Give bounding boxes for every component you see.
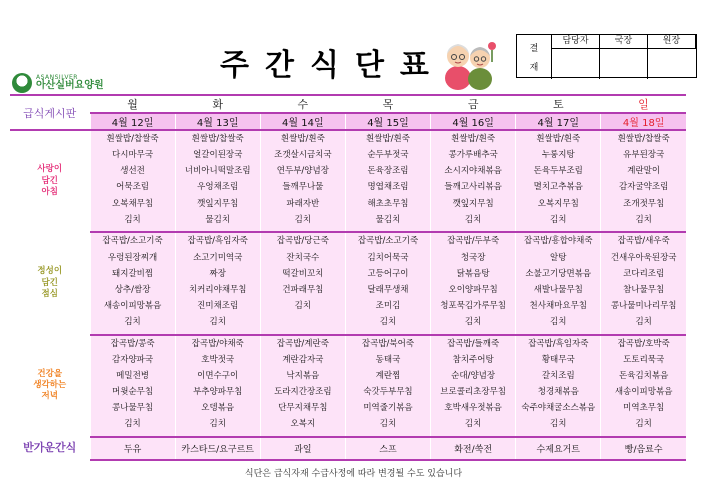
page-title: 주간식단표 <box>220 48 445 83</box>
menu-item: 김치 <box>516 212 601 228</box>
lunch-label-line: 담긴 <box>41 277 58 288</box>
day-header-sunday: 일 <box>601 95 686 113</box>
menu-item: 오복채무침 <box>90 196 175 212</box>
menu-item <box>260 314 345 330</box>
menu-item: 조갯살시금치국 <box>260 147 345 163</box>
menu-item: 돈육장조림 <box>345 163 430 179</box>
menu-item: 천사채마요무침 <box>516 298 601 314</box>
menu-item: 상추/쌈장 <box>90 282 175 298</box>
menu-item: 김치 <box>431 212 516 228</box>
menu-item: 잔치국수 <box>260 250 345 266</box>
menu-item: 숙주야채굴소스볶음 <box>516 400 601 416</box>
menu-item: 잡곡밥/당근죽 <box>260 232 345 249</box>
breakfast-row <box>10 147 686 163</box>
lunch-label-line: 정성이 <box>37 266 63 277</box>
menu-item: 황태무국 <box>516 352 601 368</box>
menu-item: 참나물무침 <box>601 282 686 298</box>
menu-item: 콩나물무침 <box>90 400 175 416</box>
menu-item: 부추양파무침 <box>175 384 260 400</box>
lunch-row <box>10 232 686 249</box>
menu-item: 김치 <box>90 212 175 228</box>
day-header: 화 <box>175 95 260 113</box>
menu-item: 깻잎지무침 <box>431 196 516 212</box>
menu-item: 김치 <box>516 314 601 330</box>
menu-item: 동태국 <box>345 352 430 368</box>
snack-label: 반가운간식 <box>10 437 90 460</box>
breakfast-label-line: 사랑이 <box>37 164 63 175</box>
menu-item: 도라지간장조림 <box>260 384 345 400</box>
approval-box <box>516 34 697 78</box>
menu-item: 김치 <box>431 314 516 330</box>
menu-item: 김치 <box>345 416 430 432</box>
menu-item: 김치 <box>601 416 686 432</box>
menu-item: 새송이피망볶음 <box>601 384 686 400</box>
menu-item: 흰쌀밥/흰죽 <box>516 130 601 147</box>
menu-item: 잡곡밥/흑임자죽 <box>175 232 260 249</box>
menu-item: 잡곡밥/흑임자죽 <box>516 335 601 352</box>
menu-item: 청경채볶음 <box>516 384 601 400</box>
menu-item: 흰쌀밥/흰죽 <box>345 130 430 147</box>
date-header: 4월 14일 <box>260 113 345 130</box>
org-name-en: ASANSILVER <box>36 74 78 81</box>
menu-item: 메밀전병 <box>90 368 175 384</box>
menu-item: 김치 <box>90 416 175 432</box>
menu-item: 소고기미역국 <box>175 250 260 266</box>
menu-item: 계란감자국 <box>260 352 345 368</box>
day-header: 목 <box>345 95 430 113</box>
footnote: 식단은 급식자재 수급사정에 따라 변경될 수도 있습니다 <box>244 469 463 479</box>
menu-item: 달래무생채 <box>345 282 430 298</box>
menu-item: 호박새우젓볶음 <box>431 400 516 416</box>
menu-item: 잡곡밥/들깨죽 <box>431 335 516 352</box>
menu-item: 잡곡밥/새우죽 <box>601 232 686 249</box>
menu-item: 김치 <box>431 416 516 432</box>
day-header: 토 <box>516 95 601 113</box>
menu-item: 소불고기당면볶음 <box>516 266 601 282</box>
menu-item: 오복지 <box>260 416 345 432</box>
breakfast-label-line: 아침 <box>41 187 58 198</box>
date-header: 4월 16일 <box>431 113 516 130</box>
menu-item: 잡곡밥/계란죽 <box>260 335 345 352</box>
menu-item: 어묵조림 <box>90 179 175 195</box>
menu-item: 파래자반 <box>260 196 345 212</box>
menu-item: 김치 <box>260 298 345 314</box>
date-header: 4월 15일 <box>345 113 430 130</box>
day-header: 월 <box>90 95 175 113</box>
approval-sign-head <box>648 49 696 79</box>
snack-item: 화전/쑥전 <box>431 437 516 460</box>
menu-item: 잡곡밥/소고기죽 <box>90 232 175 249</box>
menu-item: 잡곡밥/두부죽 <box>431 232 516 249</box>
menu-item: 조개젓무침 <box>601 196 686 212</box>
approval-header-staff: 담당자 <box>552 35 600 49</box>
menu-item: 청국장 <box>431 250 516 266</box>
menu-item: 갈치조림 <box>516 368 601 384</box>
menu-item: 김치 <box>601 314 686 330</box>
dinner-label <box>10 335 90 437</box>
menu-item: 감자양파국 <box>90 352 175 368</box>
menu-item: 멸치고추볶음 <box>516 179 601 195</box>
menu-item: 알탕 <box>516 250 601 266</box>
menu-item: 우렁된장찌개 <box>90 250 175 266</box>
menu-item: 유부된장국 <box>601 147 686 163</box>
menu-item: 우엉채조림 <box>175 179 260 195</box>
snack-item: 스프 <box>345 437 430 460</box>
weekly-menu-table <box>10 94 686 461</box>
menu-item: 흰쌀밥/찹쌀죽 <box>175 130 260 147</box>
menu-item: 돈육김치볶음 <box>601 368 686 384</box>
menu-item: 깻잎지무침 <box>175 196 260 212</box>
lunch-row <box>10 298 686 314</box>
day-header: 수 <box>260 95 345 113</box>
snack-item: 과일 <box>260 437 345 460</box>
menu-item: 오복지무침 <box>516 196 601 212</box>
menu-item: 낙지볶음 <box>260 368 345 384</box>
dinner-row <box>10 335 686 352</box>
approval-header-head: 원장 <box>648 35 696 49</box>
dinner-row <box>10 400 686 416</box>
menu-item: 흰쌀밥/찹쌀죽 <box>90 130 175 147</box>
menu-item: 김치 <box>90 314 175 330</box>
menu-item: 김치 <box>345 314 430 330</box>
date-header: 4월 13일 <box>175 113 260 130</box>
lunch-row <box>10 314 686 330</box>
menu-item: 미역초무침 <box>601 400 686 416</box>
menu-item: 김치 <box>260 212 345 228</box>
breakfast-row <box>10 212 686 228</box>
menu-item: 머윗순무침 <box>90 384 175 400</box>
approval-sign-staff <box>552 49 600 79</box>
date-header-sunday: 4월 18일 <box>601 113 686 130</box>
menu-item: 김치 <box>175 416 260 432</box>
menu-item: 참치주어탕 <box>431 352 516 368</box>
menu-item: 단무지채무침 <box>260 400 345 416</box>
menu-item: 해초초무침 <box>345 196 430 212</box>
menu-item: 닭볶음탕 <box>431 266 516 282</box>
menu-item: 미역줄기볶음 <box>345 400 430 416</box>
approval-header-director: 국장 <box>600 35 648 49</box>
menu-item: 김치 <box>601 212 686 228</box>
menu-item: 김치 <box>516 416 601 432</box>
menu-item: 김치 <box>175 314 260 330</box>
lunch-label <box>10 232 90 334</box>
elderly-couple-illustration <box>438 32 498 92</box>
dinner-label-line: 저녁 <box>41 391 58 402</box>
dinner-row <box>10 368 686 384</box>
board-label: 급식게시판 <box>10 95 90 130</box>
menu-item: 숙갓두부무침 <box>345 384 430 400</box>
menu-item: 오이양파무침 <box>431 282 516 298</box>
menu-item: 잡곡밥/야채죽 <box>175 335 260 352</box>
lunch-row <box>10 250 686 266</box>
menu-item: 너비아니떡말조림 <box>175 163 260 179</box>
menu-item: 진미채조림 <box>175 298 260 314</box>
menu-item: 고등어구이 <box>345 266 430 282</box>
menu-item: 호박젓국 <box>175 352 260 368</box>
menu-item: 잡곡밥/흥합야채죽 <box>516 232 601 249</box>
menu-item: 잡곡밥/소고기죽 <box>345 232 430 249</box>
menu-item: 생선전 <box>90 163 175 179</box>
breakfast-label <box>10 130 90 232</box>
menu-item: 얼갈이된장국 <box>175 147 260 163</box>
menu-item: 새발나물무침 <box>516 282 601 298</box>
lunch-row <box>10 282 686 298</box>
menu-item: 물김치 <box>175 212 260 228</box>
menu-item: 브로콜리초장무침 <box>431 384 516 400</box>
menu-item: 소시지야채볶음 <box>431 163 516 179</box>
menu-item: 콩가루배추국 <box>431 147 516 163</box>
menu-item: 돼지갈비찜 <box>90 266 175 282</box>
menu-item: 콩나물미나리무침 <box>601 298 686 314</box>
menu-item: 도토리묵국 <box>601 352 686 368</box>
approval-sign-director <box>600 49 648 79</box>
logo-icon <box>12 73 32 93</box>
menu-item: 들깨무나물 <box>260 179 345 195</box>
dinner-label-line: 건강을 <box>37 368 63 379</box>
menu-item: 감자굴약조림 <box>601 179 686 195</box>
breakfast-label-line: 담긴 <box>41 175 58 186</box>
menu-item: 떡갈비꼬치 <box>260 266 345 282</box>
day-header: 금 <box>431 95 516 113</box>
snack-item: 수제요거트 <box>516 437 601 460</box>
menu-item: 새송이피망볶음 <box>90 298 175 314</box>
dinner-row <box>10 384 686 400</box>
menu-item: 코다리조림 <box>601 266 686 282</box>
lunch-label-line: 점심 <box>41 289 58 300</box>
menu-item: 연두부/양념장 <box>260 163 345 179</box>
menu-item: 이면수구이 <box>175 368 260 384</box>
date-header: 4월 12일 <box>90 113 175 130</box>
dinner-label-line: 생각하는 <box>33 380 67 390</box>
menu-item: 잡곡밥/북어죽 <box>345 335 430 352</box>
menu-item: 치커리야채무침 <box>175 282 260 298</box>
dinner-row <box>10 352 686 368</box>
menu-item: 명엽채조림 <box>345 179 430 195</box>
menu-item: 잡곡밥/호박죽 <box>601 335 686 352</box>
menu-item: 계란말이 <box>601 163 686 179</box>
menu-item: 조미김 <box>345 298 430 314</box>
menu-item: 누룽지탕 <box>516 147 601 163</box>
menu-item: 들깨고사리볶음 <box>431 179 516 195</box>
breakfast-row <box>10 163 686 179</box>
breakfast-row <box>10 196 686 212</box>
menu-item: 계란찜 <box>345 368 430 384</box>
menu-item: 청포묵김가루무침 <box>431 298 516 314</box>
menu-item: 건파래무침 <box>260 282 345 298</box>
org-logo <box>12 72 142 94</box>
menu-item: 건새우아욱된장국 <box>601 250 686 266</box>
lunch-row <box>10 266 686 282</box>
snack-item: 빵/음료수 <box>601 437 686 460</box>
date-header: 4월 17일 <box>516 113 601 130</box>
approval-label: 결 재 <box>517 35 552 79</box>
org-name-ko: 아산실버요양원 <box>36 80 104 91</box>
dinner-row <box>10 416 686 432</box>
menu-item: 흰쌀밥/흰죽 <box>260 130 345 147</box>
menu-item: 다시마무국 <box>90 147 175 163</box>
menu-item: 흰쌀밥/흰죽 <box>431 130 516 147</box>
menu-item: 흰쌀밥/찹쌀죽 <box>601 130 686 147</box>
snack-row <box>10 437 686 460</box>
menu-item: 오뎅볶음 <box>175 400 260 416</box>
menu-item: 짜장 <box>175 266 260 282</box>
breakfast-row <box>10 179 686 195</box>
menu-item: 순두부젓국 <box>345 147 430 163</box>
breakfast-row <box>10 130 686 147</box>
menu-item: 김치어묵국 <box>345 250 430 266</box>
menu-item: 잡곡밥/콩죽 <box>90 335 175 352</box>
snack-item: 카스타드/요구르트 <box>175 437 260 460</box>
snack-item: 두유 <box>90 437 175 460</box>
menu-item: 순대/양념장 <box>431 368 516 384</box>
menu-item: 돈육두부조림 <box>516 163 601 179</box>
menu-item: 물김치 <box>345 212 430 228</box>
